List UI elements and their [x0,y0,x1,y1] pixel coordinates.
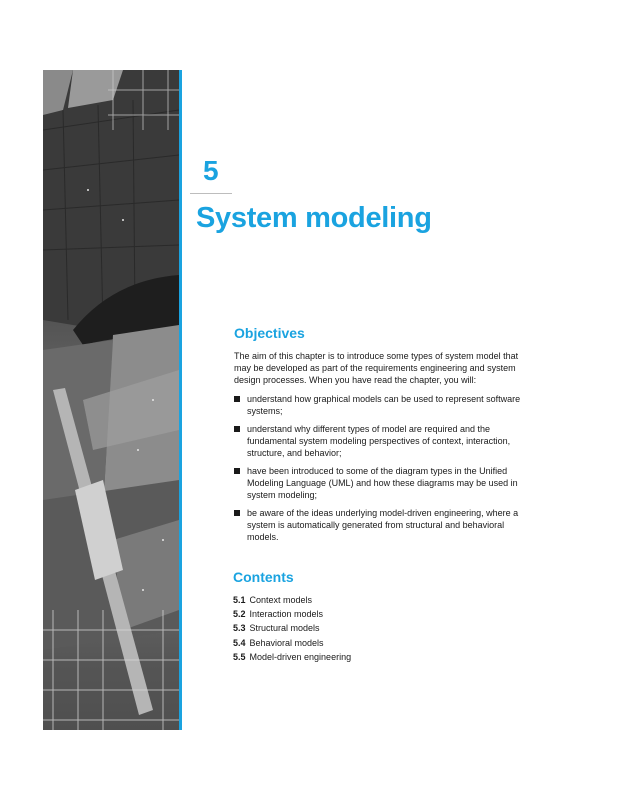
toc-section-number: 5.5 [233,651,246,662]
toc-section-number: 5.3 [233,623,246,634]
toc-section-number: 5.1 [233,595,246,605]
toc-section-number: 5.4 [233,637,246,648]
objective-item [234,507,534,543]
objectives-list [234,393,534,543]
contents-section [233,569,533,664]
square-bullet-icon [234,396,240,402]
toc-entry[interactable] [233,621,533,635]
objective-text: have been introduced to some of the diagram types in the Unified Modeling Language (UML) and how these diagrams may be used in system modeling; [247,466,518,500]
objectives-intro: The aim of this chapter is to introduce some types of system model that may be developed as part of the requirements engineering and system design processes. When you have read the chapter, you will: [234,351,519,385]
square-bullet-icon [234,468,240,474]
toc-section-number: 5.2 [233,609,246,620]
toc-section-title: Behavioral models [249,637,324,648]
chapter-opener-photo [43,70,179,730]
objectives-heading: Objectives [234,325,305,341]
toc-entry[interactable] [233,650,533,664]
contents-heading: Contents [233,569,294,585]
square-bullet-icon [234,426,240,432]
toc-section-title: Context models [249,595,313,605]
objective-item [234,423,534,459]
toc-entry[interactable] [233,636,533,650]
toc-section-title: Structural models [249,623,320,634]
objective-text: understand how graphical models can be used to represent software systems; [247,394,521,416]
toc-section-title: Interaction models [249,609,324,620]
square-bullet-icon [234,510,240,516]
construction-photo-image [43,70,179,730]
toc-section-title: Model-driven engineering [249,651,352,662]
objective-text: be aware of the ideas underlying model-driven engineering, where a system is automatically generated from structural and behavioral models. [247,508,519,542]
chapter-number-rule [190,193,232,194]
chapter-title: System modeling [196,202,432,234]
toc-entry[interactable] [233,607,533,621]
accent-divider-bar [179,70,182,730]
toc-entry[interactable] [233,593,533,607]
objective-item [234,465,534,501]
chapter-number: 5 [203,155,219,186]
objectives-section [234,325,534,549]
objective-item [234,393,534,417]
objective-text: understand why different types of model are required and the fundamental system modeling perspectives of context, interaction, structure, and behavior; [247,424,511,458]
